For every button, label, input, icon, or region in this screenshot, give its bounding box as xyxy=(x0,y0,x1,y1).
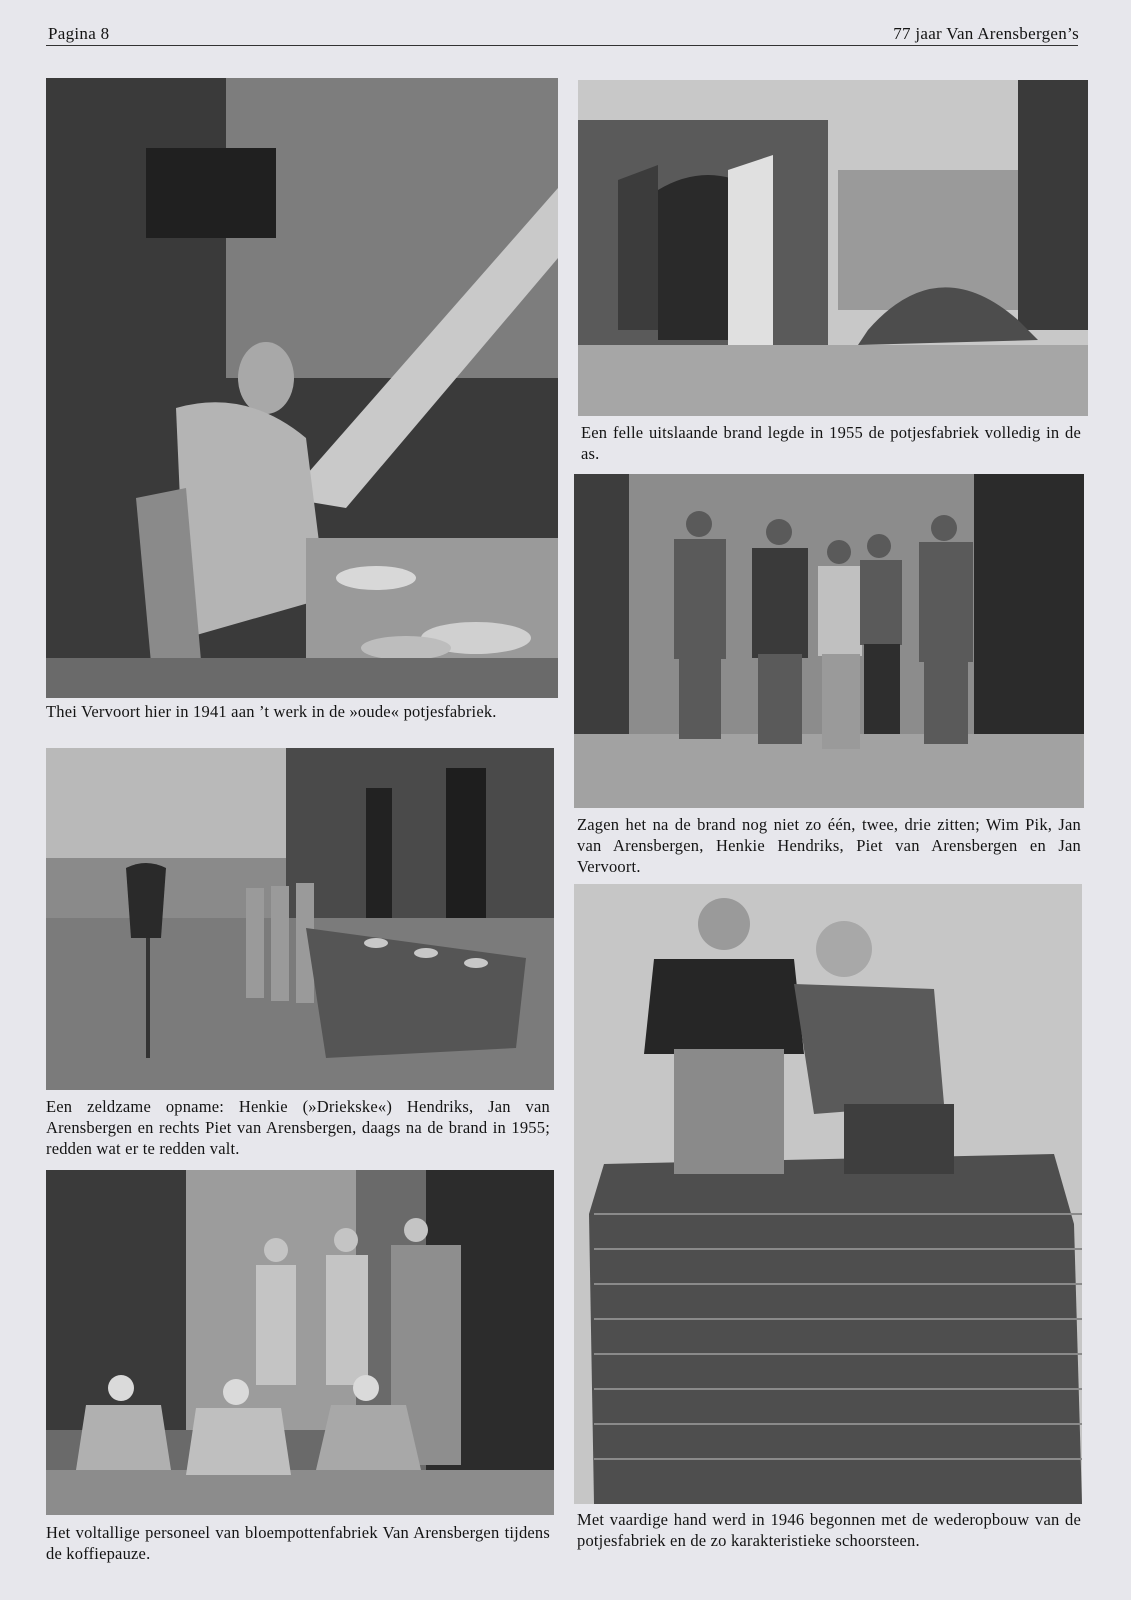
photo-five-men xyxy=(574,474,1084,808)
caption-burned-factory: Een felle uitslaande brand legde in 1955 de potjesfabriek volledig in de as. xyxy=(581,423,1081,463)
photo-potter-at-work xyxy=(46,78,558,698)
caption-potter: Thei Vervoort hier in 1941 aan ’t werk in de »oude« potjesfabriek. xyxy=(46,702,497,721)
photo-staff xyxy=(46,1170,554,1515)
caption-staff: Het voltallige personeel van bloempottenfabriek Van Arensbergen tijdens de koffiepauze. xyxy=(46,1523,550,1563)
photo-salvage xyxy=(46,748,554,1090)
caption-salvage: Een zeldzame opname: Henkie (»Driekske«) Hendriks, Jan van Arensbergen en rechts Piet van Arensbergen, daags na de brand in 1955; redden wat er te redden valt. xyxy=(46,1097,550,1158)
header-rule xyxy=(46,45,1078,46)
photo-burned-factory xyxy=(578,80,1088,416)
caption-rebuilding: Met vaardige hand werd in 1946 begonnen met de wederopbouw van de potjesfabriek en de zo karakteristieke schoorsteen. xyxy=(577,1510,1081,1550)
running-title: 77 jaar Van Arensbergen’s xyxy=(893,24,1079,43)
photo-rebuilding-chimney xyxy=(574,884,1082,1504)
page-number: Pagina 8 xyxy=(48,24,110,43)
caption-five-men: Zagen het na de brand nog niet zo één, twee, drie zitten; Wim Pik, Jan van Arensbergen, Henkie Hendriks, Piet van Arensbergen en Jan Vervoort. xyxy=(577,815,1081,876)
